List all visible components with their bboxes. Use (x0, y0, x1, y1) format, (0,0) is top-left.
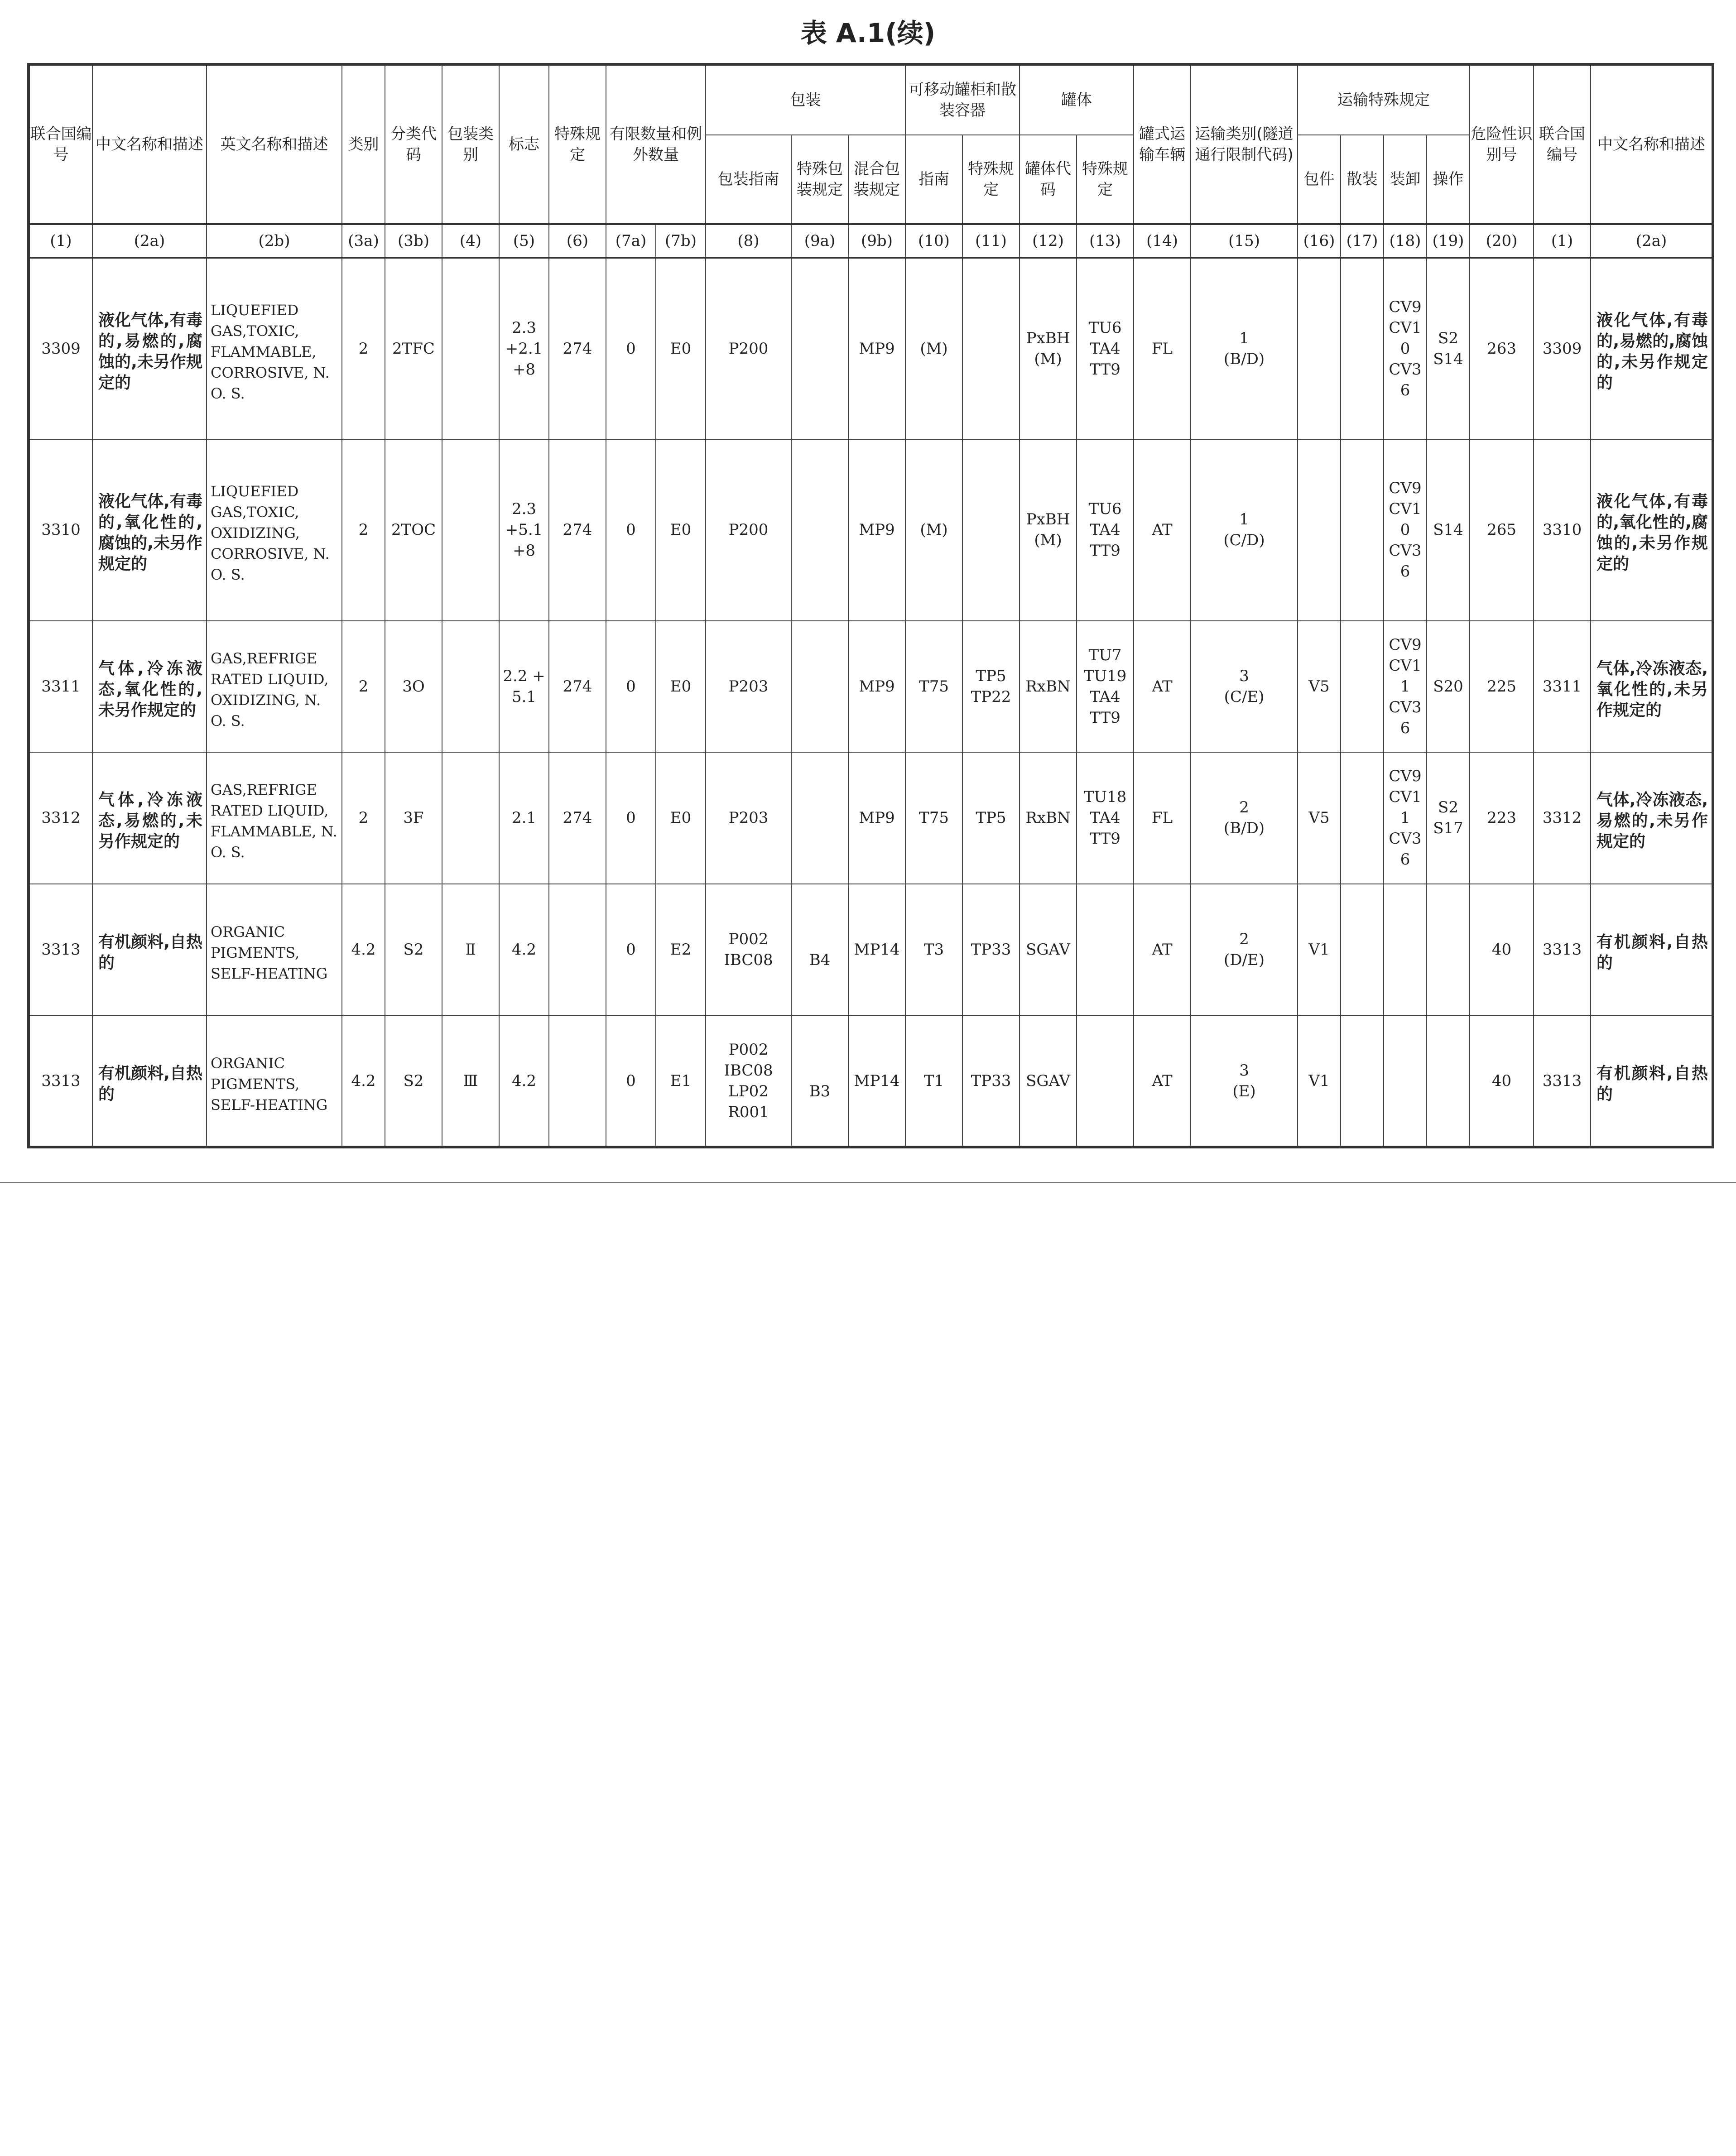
cell-transport-category: 2 (D/E) (1191, 884, 1298, 1016)
cell-tank-special (1077, 884, 1134, 1016)
cell-cn-name: 有机颜料,自热的 (92, 884, 207, 1016)
cell-label: 2.2 + 5.1 (499, 621, 549, 753)
cell-cn-name-2: 液化气体,有毒的,氧化性的,腐蚀的,未另作规定的 (1591, 439, 1713, 621)
column-number: (4) (442, 224, 499, 258)
cell-tank-special: TU6 TA4 TT9 (1077, 258, 1134, 439)
cell-special-bulk (1341, 1015, 1384, 1147)
cell-class: 2 (342, 439, 385, 621)
cell-hazard-id: 40 (1470, 884, 1534, 1016)
column-number: (8) (706, 224, 791, 258)
cell-excepted-quantity: E2 (656, 884, 706, 1016)
header-tank-vehicle: 罐式运输车辆 (1134, 64, 1191, 224)
header-packaging-instr: 包装指南 (706, 135, 791, 224)
cell-special-packing (791, 439, 848, 621)
cell-mixed-packing: MP9 (848, 439, 905, 621)
cell-mixed-packing: MP9 (848, 621, 905, 753)
cell-packing-instruction: P200 (706, 258, 791, 439)
column-number: (3a) (342, 224, 385, 258)
cell-label: 4.2 (499, 884, 549, 1016)
cell-class: 4.2 (342, 884, 385, 1016)
cell-tank-code: PxBH (M) (1019, 439, 1077, 621)
column-number: (7b) (656, 224, 706, 258)
cell-excepted-quantity: E0 (656, 752, 706, 884)
cell-special-loading: CV9 CV10 CV36 (1384, 439, 1427, 621)
cell-packing-group: Ⅲ (442, 1015, 499, 1147)
header-transport-special: 运输特殊规定 (1298, 64, 1470, 135)
header-pt-special: 特殊规定 (962, 135, 1019, 224)
cell-special-operation (1427, 884, 1470, 1016)
cell-en-name: LIQUEFIED GAS,TOXIC, FLAMMABLE, CORROSIVE, N. O. S. (207, 258, 342, 439)
cell-special-provisions (549, 884, 606, 1016)
table-row (29, 439, 1713, 621)
cell-mixed-packing: MP14 (848, 884, 905, 1016)
cell-tank-code: SGAV (1019, 884, 1077, 1016)
cell-tank-code: PxBH (M) (1019, 258, 1077, 439)
cell-special-loading: CV9 CV10 CV36 (1384, 258, 1427, 439)
cell-un-number: 3310 (29, 439, 92, 621)
header-ts-package: 包件 (1298, 135, 1341, 224)
cell-cn-name: 气体,冷冻液态,氧化性的,未另作规定的 (92, 621, 207, 753)
cell-hazard-id: 223 (1470, 752, 1534, 884)
cell-portable-tank-instruction: T75 (905, 621, 962, 753)
cell-class-code: S2 (385, 884, 442, 1016)
column-number: (16) (1298, 224, 1341, 258)
cell-class: 2 (342, 621, 385, 753)
cell-packing-instruction: P203 (706, 752, 791, 884)
header-cn-name-2: 中文名称和描述 (1591, 64, 1713, 224)
column-number: (19) (1427, 224, 1470, 258)
cell-un-number: 3309 (29, 258, 92, 439)
column-number: (2b) (207, 224, 342, 258)
cell-special-bulk (1341, 439, 1384, 621)
column-number: (11) (962, 224, 1019, 258)
cell-transport-category: 2 (B/D) (1191, 752, 1298, 884)
cell-en-name: ORGANIC PIGMENTS, SELF-HEATING (207, 884, 342, 1016)
cell-hazard-id: 40 (1470, 1015, 1534, 1147)
cell-special-operation (1427, 1015, 1470, 1147)
cell-limited-quantity: 0 (606, 621, 656, 753)
cell-en-name: GAS,REFRIGE RATED LIQUID, OXIDIZING, N. O. S. (207, 621, 342, 753)
header-ts-bulk: 散装 (1341, 135, 1384, 224)
cell-un-number-2: 3313 (1534, 1015, 1591, 1147)
cell-tank-vehicle: FL (1134, 258, 1191, 439)
header-label: 标志 (499, 64, 549, 224)
column-number: (20) (1470, 224, 1534, 258)
cell-label: 2.3 +5.1 +8 (499, 439, 549, 621)
cell-packing-instruction: P200 (706, 439, 791, 621)
cell-class-code: 3F (385, 752, 442, 884)
page-bottom-rule (0, 1182, 1736, 1183)
cell-un-number: 3313 (29, 1015, 92, 1147)
cell-portable-tank-special: TP33 (962, 884, 1019, 1016)
column-number-row (29, 224, 1713, 258)
cell-special-loading: CV9 CV11 CV36 (1384, 752, 1427, 884)
column-number: (5) (499, 224, 549, 258)
cell-tank-special (1077, 1015, 1134, 1147)
cell-packing-group: Ⅱ (442, 884, 499, 1016)
cell-excepted-quantity: E0 (656, 439, 706, 621)
header-un-no: 联合国编号 (29, 64, 92, 224)
cell-tank-vehicle: AT (1134, 884, 1191, 1016)
cell-tank-vehicle: AT (1134, 621, 1191, 753)
cell-packing-instruction: P002 IBC08 (706, 884, 791, 1016)
cell-special-operation: S14 (1427, 439, 1470, 621)
column-number: (15) (1191, 224, 1298, 258)
cell-transport-category: 1 (B/D) (1191, 258, 1298, 439)
cell-packing-group (442, 258, 499, 439)
cell-class: 2 (342, 258, 385, 439)
cell-special-operation: S20 (1427, 621, 1470, 753)
cell-special-provisions: 274 (549, 258, 606, 439)
cell-limited-quantity: 0 (606, 258, 656, 439)
cell-hazard-id: 265 (1470, 439, 1534, 621)
cell-en-name: ORGANIC PIGMENTS, SELF-HEATING (207, 1015, 342, 1147)
cell-packing-group (442, 439, 499, 621)
column-number: (13) (1077, 224, 1134, 258)
header-portable-tanks: 可移动罐柜和散装容器 (905, 64, 1019, 135)
cell-mixed-packing: MP9 (848, 752, 905, 884)
column-number: (14) (1134, 224, 1191, 258)
cell-special-provisions: 274 (549, 439, 606, 621)
cell-portable-tank-instruction: T3 (905, 884, 962, 1016)
header-mixed-packing: 混合包装规定 (848, 135, 905, 224)
cell-mixed-packing: MP14 (848, 1015, 905, 1147)
cell-limited-quantity: 0 (606, 1015, 656, 1147)
cell-un-number-2: 3311 (1534, 621, 1591, 753)
cell-un-number: 3313 (29, 884, 92, 1016)
cell-special-operation: S2 S17 (1427, 752, 1470, 884)
cell-portable-tank-instruction: (M) (905, 439, 962, 621)
cell-tank-vehicle: FL (1134, 752, 1191, 884)
cell-hazard-id: 263 (1470, 258, 1534, 439)
cell-special-operation: S2 S14 (1427, 258, 1470, 439)
cell-portable-tank-special: TP5 (962, 752, 1019, 884)
header-class: 类别 (342, 64, 385, 224)
header-cn-name: 中文名称和描述 (92, 64, 207, 224)
cell-special-packing: B3 (791, 1015, 848, 1147)
cell-un-number-2: 3310 (1534, 439, 1591, 621)
header-un-no-2: 联合国编号 (1534, 64, 1591, 224)
cell-special-package (1298, 258, 1341, 439)
cell-packing-instruction: P002 IBC08 LP02 R001 (706, 1015, 791, 1147)
cell-tank-vehicle: AT (1134, 1015, 1191, 1147)
column-number: (12) (1019, 224, 1077, 258)
cell-limited-quantity: 0 (606, 884, 656, 1016)
cell-portable-tank-special (962, 258, 1019, 439)
header-tank-code: 罐体代码 (1019, 135, 1077, 224)
cell-special-packing (791, 258, 848, 439)
table-body (29, 258, 1713, 1147)
cell-cn-name-2: 液化气体,有毒的,易燃的,腐蚀的,未另作规定的 (1591, 258, 1713, 439)
cell-portable-tank-special (962, 439, 1019, 621)
cell-en-name: GAS,REFRIGE RATED LIQUID, FLAMMABLE, N. O. S. (207, 752, 342, 884)
column-number: (2a) (1591, 224, 1713, 258)
cell-cn-name: 液化气体,有毒的,氧化性的,腐蚀的,未另作规定的 (92, 439, 207, 621)
cell-tank-special: TU6 TA4 TT9 (1077, 439, 1134, 621)
cell-special-loading (1384, 884, 1427, 1016)
column-number: (9b) (848, 224, 905, 258)
header-row-1 (29, 64, 1713, 135)
table-row (29, 884, 1713, 1016)
cell-limited-quantity: 0 (606, 752, 656, 884)
cell-transport-category: 3 (C/E) (1191, 621, 1298, 753)
column-number: (3b) (385, 224, 442, 258)
column-number: (1) (1534, 224, 1591, 258)
table-row (29, 258, 1713, 439)
column-number: (9a) (791, 224, 848, 258)
cell-portable-tank-instruction: (M) (905, 258, 962, 439)
header-special-packing: 特殊包装规定 (791, 135, 848, 224)
cell-un-number-2: 3312 (1534, 752, 1591, 884)
cell-limited-quantity: 0 (606, 439, 656, 621)
cell-excepted-quantity: E1 (656, 1015, 706, 1147)
cell-tank-vehicle: AT (1134, 439, 1191, 621)
cell-portable-tank-instruction: T1 (905, 1015, 962, 1147)
cell-packing-instruction: P203 (706, 621, 791, 753)
column-number: (17) (1341, 224, 1384, 258)
cell-tank-code: RxBN (1019, 621, 1077, 753)
cell-un-number-2: 3309 (1534, 258, 1591, 439)
cell-tank-special: TU7 TU19 TA4 TT9 (1077, 621, 1134, 753)
cell-label: 2.1 (499, 752, 549, 884)
cell-packing-group (442, 752, 499, 884)
cell-class-code: 2TOC (385, 439, 442, 621)
cell-tank-code: SGAV (1019, 1015, 1077, 1147)
header-tank-special: 特殊规定 (1077, 135, 1134, 224)
header-ts-operation: 操作 (1427, 135, 1470, 224)
cell-special-packing (791, 621, 848, 753)
table-row (29, 1015, 1713, 1147)
cell-un-number: 3311 (29, 621, 92, 753)
cell-cn-name-2: 气体,冷冻液态,氧化性的,未另作规定的 (1591, 621, 1713, 753)
cell-special-provisions: 274 (549, 621, 606, 753)
cell-un-number: 3312 (29, 752, 92, 884)
header-en-name: 英文名称和描述 (207, 64, 342, 224)
cell-special-bulk (1341, 621, 1384, 753)
column-number: (18) (1384, 224, 1427, 258)
cell-class-code: 2TFC (385, 258, 442, 439)
header-hazard-id: 危险性识别号 (1470, 64, 1534, 224)
cell-cn-name-2: 气体,冷冻液态,易燃的,未另作规定的 (1591, 752, 1713, 884)
cell-special-provisions: 274 (549, 752, 606, 884)
header-class-code: 分类代码 (385, 64, 442, 224)
dangerous-goods-table (27, 63, 1714, 1148)
cell-hazard-id: 225 (1470, 621, 1534, 753)
cell-special-package: V5 (1298, 752, 1341, 884)
cell-cn-name-2: 有机颜料,自热的 (1591, 1015, 1713, 1147)
cell-tank-code: RxBN (1019, 752, 1077, 884)
cell-special-packing (791, 752, 848, 884)
column-number: (6) (549, 224, 606, 258)
column-number: (2a) (92, 224, 207, 258)
page-title: 表 A.1(续) (800, 18, 936, 48)
header-limited-excepted: 有限数量和例外数量 (606, 64, 706, 224)
cell-cn-name: 气体,冷冻液态,易燃的,未另作规定的 (92, 752, 207, 884)
header-packing-group: 包装类别 (442, 64, 499, 224)
cell-special-loading (1384, 1015, 1427, 1147)
cell-tank-special: TU18 TA4 TT9 (1077, 752, 1134, 884)
header-tank: 罐体 (1019, 64, 1134, 135)
cell-transport-category: 1 (C/D) (1191, 439, 1298, 621)
cell-class: 2 (342, 752, 385, 884)
cell-mixed-packing: MP9 (848, 258, 905, 439)
cell-portable-tank-special: TP33 (962, 1015, 1019, 1147)
cell-un-number-2: 3313 (1534, 884, 1591, 1016)
cell-special-bulk (1341, 258, 1384, 439)
cell-label: 2.3 +2.1 +8 (499, 258, 549, 439)
header-special-provisions: 特殊规定 (549, 64, 606, 224)
cell-special-package: V5 (1298, 621, 1341, 753)
column-number: (10) (905, 224, 962, 258)
cell-class-code: 3O (385, 621, 442, 753)
cell-cn-name: 有机颜料,自热的 (92, 1015, 207, 1147)
header-ts-loading: 装卸 (1384, 135, 1427, 224)
cell-special-package (1298, 439, 1341, 621)
cell-special-package: V1 (1298, 884, 1341, 1016)
cell-special-bulk (1341, 884, 1384, 1016)
cell-packing-group (442, 621, 499, 753)
cell-special-package: V1 (1298, 1015, 1341, 1147)
cell-class: 4.2 (342, 1015, 385, 1147)
header-transport-category: 运输类别(隧道通行限制代码) (1191, 64, 1298, 224)
cell-special-loading: CV9 CV11 CV36 (1384, 621, 1427, 753)
column-number: (7a) (606, 224, 656, 258)
cell-excepted-quantity: E0 (656, 621, 706, 753)
table-row (29, 621, 1713, 753)
cell-excepted-quantity: E0 (656, 258, 706, 439)
cell-class-code: S2 (385, 1015, 442, 1147)
cell-special-provisions (549, 1015, 606, 1147)
table-row (29, 752, 1713, 884)
cell-cn-name-2: 有机颜料,自热的 (1591, 884, 1713, 1016)
column-number: (1) (29, 224, 92, 258)
cell-cn-name: 液化气体,有毒的,易燃的,腐蚀的,未另作规定的 (92, 258, 207, 439)
cell-special-bulk (1341, 752, 1384, 884)
cell-special-packing: B4 (791, 884, 848, 1016)
cell-label: 4.2 (499, 1015, 549, 1147)
cell-portable-tank-instruction: T75 (905, 752, 962, 884)
cell-transport-category: 3 (E) (1191, 1015, 1298, 1147)
header-packaging: 包装 (706, 64, 905, 135)
header-pt-instr: 指南 (905, 135, 962, 224)
cell-en-name: LIQUEFIED GAS,TOXIC, OXIDIZING, CORROSIVE, N. O. S. (207, 439, 342, 621)
cell-portable-tank-special: TP5 TP22 (962, 621, 1019, 753)
